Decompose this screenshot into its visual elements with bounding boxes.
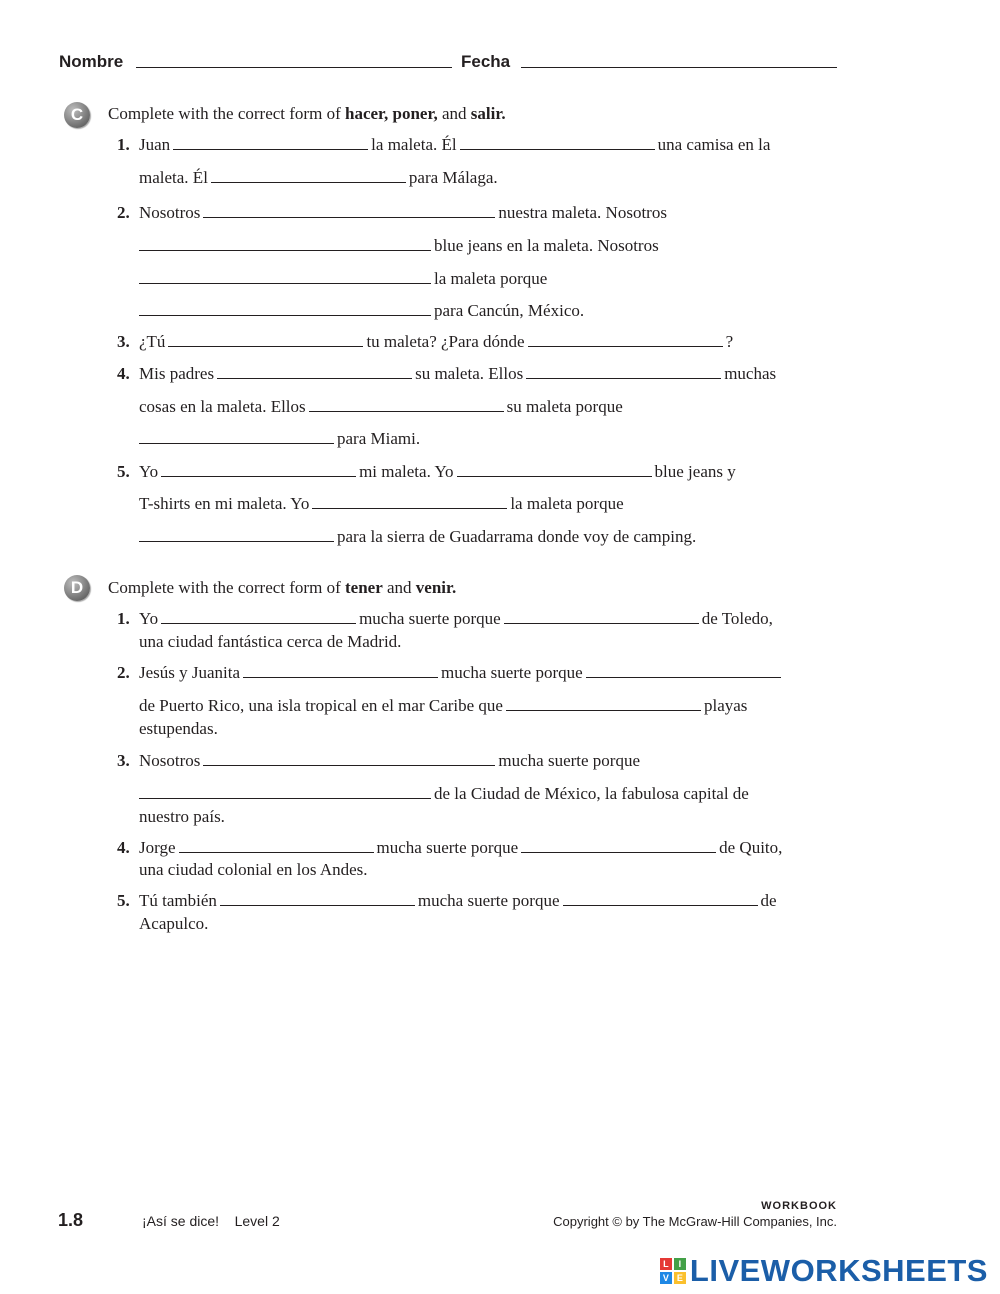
answer-blank[interactable] — [309, 398, 504, 412]
workbook-label: WORKBOOK — [761, 1200, 837, 1212]
answer-blank[interactable] — [139, 237, 431, 251]
answer-blank[interactable] — [161, 463, 356, 477]
d-item-3-line-3: nuestro país. — [139, 807, 225, 826]
c-item-5-line-3: para la sierra de Guadarrama donde voy de camping. — [139, 527, 696, 547]
c-item-1-line-1: Juan la maleta. Él una camisa en la — [139, 135, 771, 154]
answer-blank[interactable] — [460, 136, 655, 150]
d-item-2-line-3: estupendas. — [139, 719, 218, 738]
answer-blank[interactable] — [526, 365, 721, 379]
answer-blank[interactable] — [139, 785, 431, 799]
name-label: Nombre — [59, 52, 124, 71]
answer-blank[interactable] — [139, 302, 431, 316]
answer-blank[interactable] — [139, 430, 334, 444]
c-item-3-line-1: ¿Tú tu maleta? ¿Para dónde ? — [139, 332, 734, 351]
d-item-1-number: 1. — [117, 609, 130, 628]
d-item-3-line-2: de la Ciudad de México, la fabulosa capital de — [139, 784, 749, 804]
d-item-4-line-2: una ciudad colonial en los Andes. — [139, 860, 368, 879]
answer-blank[interactable] — [457, 463, 652, 477]
c-item-1-line-2: maleta. Él para Málaga. — [139, 168, 498, 187]
answer-blank[interactable] — [217, 365, 412, 379]
answer-blank[interactable] — [203, 204, 495, 218]
c-item-2-number: 2. — [117, 203, 130, 222]
liveworksheets-text: LIVEWORKSHEETS — [689, 1253, 988, 1288]
section-d-badge-icon: D — [64, 575, 90, 601]
answer-blank[interactable] — [243, 664, 438, 678]
section-d-instruction: Complete with the correct form of tener and venir. — [108, 578, 457, 597]
c-item-4-line-3: para Miami. — [139, 429, 420, 449]
c-item-5-line-1: Yo mi maleta. Yo blue jeans y — [139, 462, 736, 481]
d-item-3-number: 3. — [117, 751, 130, 770]
answer-blank[interactable] — [521, 839, 716, 853]
book-title: ¡Así se dice! Level 2 — [142, 1213, 280, 1229]
section-c-badge-icon: C — [64, 102, 90, 128]
answer-blank[interactable] — [161, 610, 356, 624]
c-item-4-number: 4. — [117, 364, 130, 383]
d-item-1-line-1: Yo mucha suerte porque de Toledo, — [139, 609, 773, 628]
c-item-2-line-4: para Cancún, México. — [139, 301, 584, 321]
answer-blank[interactable] — [220, 892, 415, 906]
date-field[interactable] — [521, 67, 837, 68]
d-item-4-number: 4. — [117, 838, 130, 857]
answer-blank[interactable] — [506, 697, 701, 711]
answer-blank[interactable] — [528, 333, 723, 347]
answer-blank[interactable] — [504, 610, 699, 624]
live-grid-icon: L I V E — [660, 1258, 686, 1284]
page-number: 1.8 — [58, 1210, 84, 1230]
d-item-5-line-2: Acapulco. — [139, 914, 209, 933]
d-item-1-line-2: una ciudad fantástica cerca de Madrid. — [139, 632, 402, 651]
answer-blank[interactable] — [139, 528, 334, 542]
copyright: Copyright © by The McGraw-Hill Companies, Inc. — [553, 1214, 837, 1229]
answer-blank[interactable] — [168, 333, 363, 347]
d-item-5-line-1: Tú también mucha suerte porque de — [139, 891, 777, 910]
answer-blank[interactable] — [203, 752, 495, 766]
c-item-5-number: 5. — [117, 462, 130, 481]
d-item-2-number: 2. — [117, 663, 130, 682]
d-item-5-number: 5. — [117, 891, 130, 910]
answer-blank[interactable] — [586, 664, 781, 678]
c-item-3-number: 3. — [117, 332, 130, 351]
c-item-5-line-2: T-shirts en mi maleta. Yo la maleta porque — [139, 494, 624, 513]
c-item-1-number: 1. — [117, 135, 130, 154]
d-item-4-line-1: Jorge mucha suerte porque de Quito, — [139, 838, 783, 857]
section-c-instruction: Complete with the correct form of hacer, poner, and salir. — [108, 104, 506, 123]
answer-blank[interactable] — [312, 495, 507, 509]
answer-blank[interactable] — [173, 136, 368, 150]
c-item-4-line-2: cosas en la maleta. Ellos su maleta porque — [139, 397, 623, 416]
d-item-2-line-2: de Puerto Rico, una isla tropical en el mar Caribe que playas — [139, 696, 748, 715]
d-item-3-line-1: Nosotros mucha suerte porque — [139, 751, 641, 770]
date-label: Fecha — [461, 52, 511, 71]
answer-blank[interactable] — [211, 169, 406, 183]
c-item-2-line-1: Nosotros nuestra maleta. Nosotros — [139, 203, 667, 222]
answer-blank[interactable] — [179, 839, 374, 853]
liveworksheets-logo — [660, 1253, 988, 1289]
c-item-2-line-3: la maleta porque — [139, 269, 547, 289]
answer-blank[interactable] — [139, 270, 431, 284]
d-item-2-line-1: Jesús y Juanita mucha suerte porque — [139, 663, 784, 683]
c-item-4-line-1: Mis padres su maleta. Ellos muchas — [139, 364, 777, 383]
name-field[interactable] — [136, 67, 452, 68]
c-item-2-line-2: blue jeans en la maleta. Nosotros — [139, 236, 659, 256]
answer-blank[interactable] — [563, 892, 758, 906]
